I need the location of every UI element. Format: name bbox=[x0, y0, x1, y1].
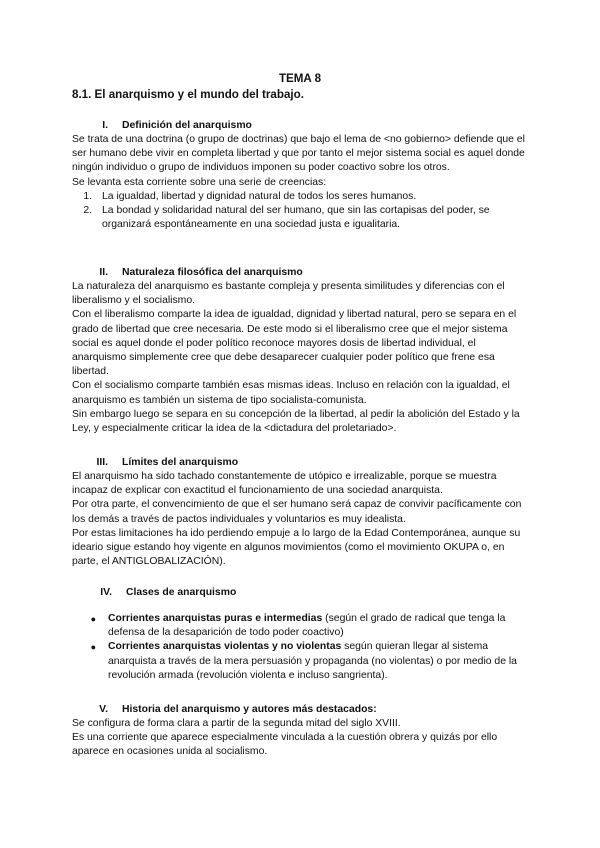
paragraph: Se levanta esta corriente sobre una serie de creencias: bbox=[72, 176, 327, 188]
section-number: V. bbox=[99, 704, 108, 715]
section-title: Definición del anarquismo bbox=[122, 120, 252, 131]
bullet-icon: ● bbox=[90, 642, 96, 653]
list-item-text: La igualdad, libertad y dignidad natural de todos los seres humanos. bbox=[102, 190, 417, 202]
section-definicion bbox=[72, 119, 528, 232]
beliefs-list bbox=[72, 190, 528, 233]
paragraph: Con el socialismo comparte también esas mismas ideas. Incluso en relación con la igualdad, el anarquismo es también un sistema de tipo socialista-comunista. bbox=[72, 380, 510, 406]
section-heading bbox=[72, 456, 528, 470]
list-item-rest: según quieran llegar al sistema anarquista a través de la mera persuasión y propaganda (no violentas) o por medio de la revolución armada (revolución violenta e incluso sangrienta). bbox=[108, 641, 517, 681]
paragraph: El anarquismo ha sido tachado constantemente de utópico e irrealizable, porque se muestra incapaz de explicar con exactitud el funcionamiento de una sociedad anarquista. bbox=[72, 471, 497, 497]
list-item bbox=[72, 190, 528, 204]
list-item-bold: Corrientes anarquistas puras e intermedias bbox=[108, 613, 323, 624]
paragraph: Se trata de una doctrina (o grupo de doctrinas) que bajo el lema de <no gobierno> defiende que el ser humano debe vivir en completa libertad y que por tanto el mejor sistema social es aquel donde ningún individuo o grupo de individuos imponen su poder coactivo sobre los otros. bbox=[72, 134, 525, 174]
section-title: Límites del anarquismo bbox=[122, 457, 239, 468]
section-title: Naturaleza filosófica del anarquismo bbox=[122, 267, 303, 278]
section-limites bbox=[72, 456, 528, 569]
section-number: III. bbox=[96, 457, 108, 468]
list-item bbox=[72, 640, 528, 683]
paragraph: Con el liberalismo comparte la idea de igualdad, dignidad y libertad natural, pero se separa en el grado de libertad que cree necesaria. De este modo si el liberalismo cree que el mejor sistema social es aquel donde el poder político reconoce mayores dosis de libertad individual, el anarquismo simplemente cree que debe desaparecer cualquier poder político que frene esa libertad. bbox=[72, 309, 517, 378]
list-marker: 1. bbox=[83, 190, 92, 202]
list-item-text: La bondad y solidaridad natural del ser humano, que sin las cortapisas del poder, se organizará espontáneamente en una sociedad justa e igualitaria. bbox=[102, 205, 490, 231]
paragraph: Por otra parte, el convencimiento de que el ser humano será capaz de convivir pacíficamente con los demás a través de pactos individuales y voluntarios es muy idealista. bbox=[72, 499, 522, 525]
paragraph: Sin embargo luego se separa en su concepción de la libertad, al pedir la abolición del Estado y la Ley, y especialmente criticar la idea de la <dictadura del proletariado>. bbox=[72, 408, 520, 435]
paragraph: Es una corriente que aparece especialmente vinculada a la cuestión obrera y quizás por ello aparece en ocasiones unida al socialismo. bbox=[72, 732, 498, 758]
list-marker: 2. bbox=[83, 205, 92, 217]
list-item-bold: Corrientes anarquistas violentas y no violentas bbox=[108, 641, 342, 653]
section-naturaleza bbox=[72, 266, 528, 436]
document-subtitle: 8.1. El anarquismo y el mundo del trabajo. bbox=[72, 88, 304, 101]
section-heading bbox=[72, 119, 528, 133]
paragraph: Se configura de forma clara a partir de la segunda mitad del siglo XVIII. bbox=[72, 718, 401, 729]
list-item bbox=[72, 204, 528, 232]
list-item-text bbox=[108, 612, 528, 640]
list-item-rest: (según el grado de radical que tenga la defensa de la desaparición de todo poder coactivo) bbox=[108, 613, 506, 639]
section-historia bbox=[72, 703, 528, 760]
section-number: I. bbox=[102, 120, 108, 131]
classes-list bbox=[72, 612, 528, 683]
list-item-text bbox=[108, 640, 528, 683]
section-title: Clases de anarquismo bbox=[126, 587, 237, 598]
bullet-icon: ● bbox=[90, 614, 96, 624]
section-title: Historia del anarquismo y autores más destacados: bbox=[122, 704, 377, 715]
section-heading bbox=[72, 586, 528, 600]
list-item bbox=[72, 612, 528, 640]
section-clases bbox=[72, 586, 528, 683]
section-number: IV. bbox=[100, 587, 112, 598]
paragraph: La naturaleza del anarquismo es bastante compleja y presenta similitudes y diferencias con el liberalismo y el socialismo. bbox=[72, 281, 505, 307]
document-title: TEMA 8 bbox=[278, 72, 322, 85]
paragraph: Por estas limitaciones ha ido perdiendo empuje a lo largo de la Edad Contemporánea, aunque su ideario sigue estando hoy vigente en algunos movimientos (como el movimiento OKUPA o, en parte, el ANTIGLOBALIZACIÓN). bbox=[72, 527, 521, 568]
section-heading bbox=[72, 703, 528, 717]
section-heading bbox=[72, 266, 528, 280]
section-number: II. bbox=[99, 267, 108, 278]
